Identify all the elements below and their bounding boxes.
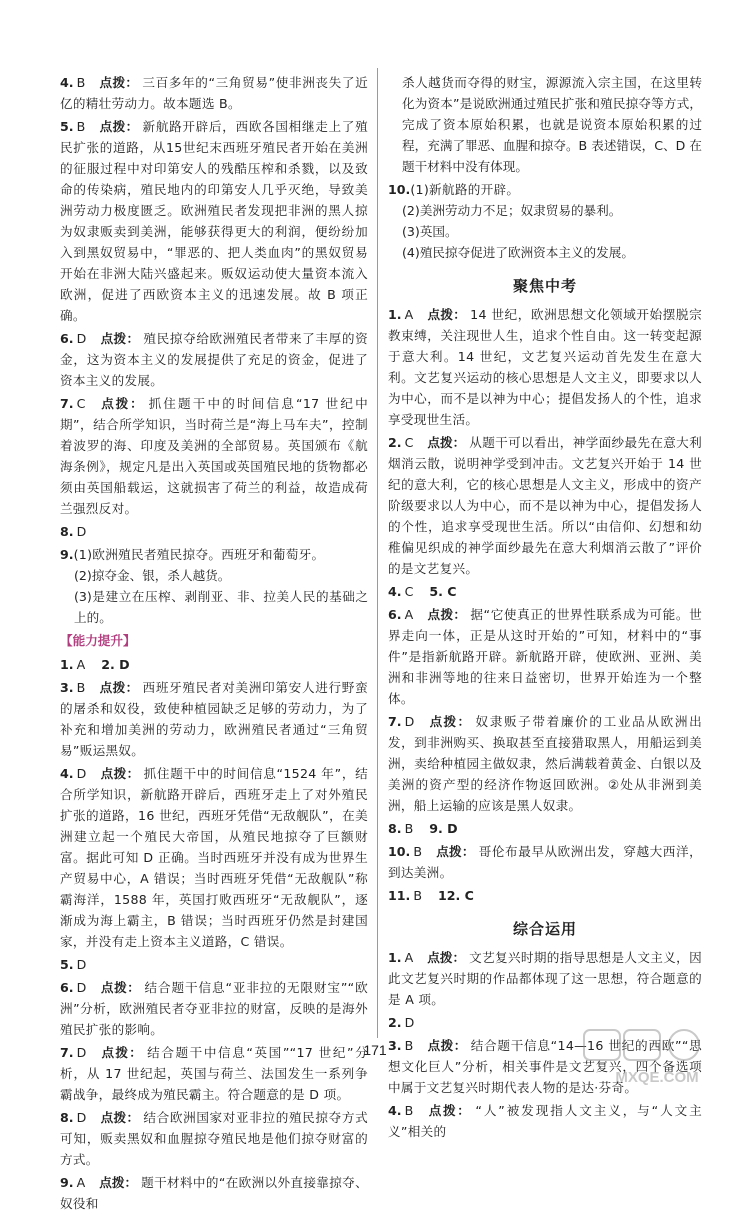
answer-entry — [388, 711, 702, 816]
answer-letter: B — [404, 1038, 414, 1053]
tip-label: 点拨： — [99, 75, 139, 90]
answer-entry — [60, 677, 368, 761]
tip-label: 点拨： — [99, 119, 139, 134]
answer-text: 14 世纪，欧洲思想文化领域开始摆脱宗教束缚，关注现世人生，追求个性自由。这一转变起源于意大利。14 世纪，文艺复兴运动首先发生在意大利。文艺复兴运动的核心思想是人文主义，即要求以人为中心，而不是以神为中心；提倡发扬人的个性，追求享受现世生活。 — [388, 307, 703, 427]
answer-entry — [60, 977, 368, 1040]
answer-text: 文艺复兴时期的指导思想是人文主义，因此文艺复兴时期的作品都体现了这一思想，符合题意的是 A 项。 — [388, 950, 703, 1007]
extra-answer: 2. D — [101, 657, 130, 672]
answer-entry — [60, 1107, 368, 1170]
answer-entry — [60, 1172, 368, 1214]
answer-entry — [60, 116, 368, 326]
question-number: 8. — [60, 524, 74, 539]
answer-letter: A — [76, 1175, 86, 1190]
extra-answer: 5. C — [429, 584, 457, 599]
question-number: 5. — [60, 119, 74, 134]
answer-entry — [388, 818, 702, 839]
section-heading: 综合运用 — [512, 920, 577, 938]
answer-text: 殖民掠夺给欧洲殖民者带来了丰厚的资金，这为资本主义的发展提供了充足的资金，促进了资本主义的发展。 — [60, 331, 368, 388]
answer-letter: B — [76, 119, 86, 134]
watermark-logo-icon — [582, 1026, 732, 1088]
answer-letter: A — [404, 607, 414, 622]
continued-text: 杀人越货而夺得的财宝，源源流入宗主国，在这里转化为资本”是说欧洲通过殖民扩张和殖民掠夺等方式，完成了资本原始积累，也就是说资本原始积累的过程，充满了罪恶、血腥和掠夺。B 表述错误，C、D 在题干材料中没有体现。 — [402, 75, 702, 174]
answer-letter: D — [76, 957, 87, 972]
answer-entry — [388, 581, 702, 602]
answer-letter: D — [76, 1045, 87, 1060]
question-number: 1. — [388, 950, 402, 965]
answer-letter: C — [404, 435, 414, 450]
question-number: 6. — [388, 607, 402, 622]
answer-letter: D — [76, 331, 87, 346]
answer-entry — [388, 304, 702, 430]
question-number: 5. — [60, 957, 74, 972]
answer-letter: D — [76, 980, 87, 995]
answer-entry — [388, 432, 702, 579]
answer-text: 结合题干信息“14—16 世纪的西欧”“思想文化巨人”分析，相关事件是文艺复兴，四个备选项中属于文艺复兴时期代表人物的是达·芬奇。 — [388, 1038, 702, 1095]
answer-letter: D — [404, 714, 415, 729]
question-number: 6. — [60, 980, 74, 995]
column-divider — [377, 68, 378, 1038]
answer-entry — [60, 654, 368, 675]
question-number: 10. — [388, 182, 411, 197]
tip-label: 点拨： — [100, 331, 140, 346]
question-number: 8. — [60, 1110, 74, 1125]
question-number: 11. — [388, 888, 411, 903]
answer-text: (1)新航路的开辟。 — [410, 182, 520, 197]
tip-label: 点拨： — [99, 680, 139, 695]
answer-letter: A — [76, 657, 86, 672]
sub-answer: (4)殖民掠夺促进了欧洲资本主义的发展。 — [402, 245, 634, 260]
answer-text: 抓住题干中的时间信息“1524 年”，结合所学知识，新航路开辟后，西班牙走上了对外殖民扩张的道路，16 世纪，西班牙凭借“无敌舰队”，在美洲建立起一个殖民大帝国，从殖民地掠夺了巨额财富。据此可知 D 正确。当时西班牙并没有成为世界生产贸易中心，A 错误；当时西班牙凭借“无敌舰队”称霸海洋，1588 年，英国打败西班牙“无敌舰队”，逐渐成为海上霸主，B 错误；当时西班牙仍然是封建国家，并没有走上资本主义道路，C 错误。 — [60, 766, 369, 949]
svg-text:MXQE.COM: MXQE.COM — [615, 1069, 699, 1086]
answer-entry — [388, 1100, 702, 1142]
answer-text: 抓住题干中的时间信息“17 世纪中期”，结合所学知识，当时荷兰是“海上马车夫”，控制着波罗的海、印度及美洲的全部贸易。英国颁布《航海条例》，规定凡是出入英国或英国殖民地的货物都必须由英国船载运，这就损害了荷兰的利益，故造成荷兰强烈反对。 — [60, 396, 369, 516]
answer-letter: B — [413, 888, 422, 903]
answer-text: 奴隶贩子带着廉价的工业品从欧洲出发，到非洲购买、换取甚至直接猎取黑人，用船运到美洲，卖给种植园主做奴隶，然后满载着黄金、白银以及美洲的资产型的经济作物返回欧洲。②处从非洲到美洲，船上运输的应该是黑人奴隶。 — [388, 714, 702, 813]
tip-label: 点拨： — [99, 396, 145, 411]
tip-label: 点拨： — [100, 980, 141, 995]
answer-letter: B — [413, 844, 422, 859]
tip-label: 点拨： — [427, 607, 467, 622]
question-number: 7. — [60, 1045, 74, 1060]
tip-label: 点拨： — [427, 1103, 472, 1118]
section-tag: 【能力提升】 — [60, 633, 136, 648]
tip-label: 点拨： — [428, 714, 472, 729]
answer-entry — [388, 604, 702, 709]
answer-letter: A — [404, 307, 414, 322]
answer-letter: D — [76, 524, 87, 539]
question-number: 8. — [388, 821, 402, 836]
sub-answer: (2)美洲劳动力不足；奴隶贸易的暴利。 — [402, 203, 622, 218]
answer-entry — [388, 947, 702, 1010]
extra-answer: 9. D — [429, 821, 458, 836]
answer-text: 结合题干中信息“英国”“17 世纪”分析，从 17 世纪起，英国与荷兰、法国发生一系列争霸战争，最终成为殖民霸主。符合题意的是 D 项。 — [60, 1045, 369, 1102]
tip-label: 点拨： — [100, 1110, 140, 1125]
answer-text: 据“它使真正的世界性联系成为可能。世界走向一体，正是从这时开始的”可知，材料中的“事件”是指新航路开辟。新航路开辟，使欧洲、亚洲、美洲和非洲等地的往来日益密切，世界开始连为一个整体。 — [388, 607, 702, 706]
sub-answer: (2)掠夺金、银，杀人越货。 — [74, 568, 231, 583]
answer-text: 从题干可以看出，神学面纱最先在意大利烟消云散，说明神学受到冲击。文艺复兴开始于 14 世纪的意大利，它的核心思想是人文主义，形成中的资产阶级要求以人为中心，而不是以神为中心，提倡发扬人的个性，追求享受现世生活。所以“由信仰、幻想和幼稚偏见织成的神学面纱最先在意大利烟消云散了”评价的是文艺复兴。 — [388, 435, 703, 576]
answer-entry — [388, 841, 702, 883]
sub-answer: (3)英国。 — [402, 224, 458, 239]
question-number: 10. — [388, 844, 411, 859]
answer-entry — [60, 393, 368, 519]
answer-text: 哥伦布最早从欧洲出发，穿越大西洋，到达美洲。 — [388, 844, 702, 880]
answer-letter: A — [404, 950, 414, 965]
tip-label: 点拨： — [427, 950, 466, 965]
answer-letter: B — [76, 75, 86, 90]
tip-label: 点拨： — [427, 307, 467, 322]
answer-entry — [60, 521, 368, 542]
answer-letter: D — [76, 766, 87, 781]
answer-letter: C — [404, 584, 414, 599]
question-number: 4. — [388, 1103, 402, 1118]
answer-text: 新航路开辟后，西欧各国相继走上了殖民扩张的道路，从15世纪末西班牙殖民者开始在美洲的征服过程中对印第安人的残酷压榨和杀戮，以及致命的传染病，殖民地内的印第安人几乎灭绝，导致美洲劳动力极度匮乏。欧洲殖民者发现把非洲的黑人掠为奴隶贩卖到美洲，能够获得更大的利润，便纷纷加入到黑奴贸易中，“罪恶的、把人类血肉”的黑奴贸易开始在非洲大陆兴盛起来。贩奴运动使大量资本流入欧洲，促进了西欧资本主义的迅速发展。故 B 项正确。 — [60, 119, 368, 323]
answer-text: 题干材料中的“在欧洲以外直接靠掠夺、奴役和 — [60, 1175, 368, 1211]
answer-text: 结合题干信息“亚非拉的无限财宝”“欧洲”分析，欧洲殖民者夺亚非拉的财富，反映的是海外殖民扩张的影响。 — [60, 980, 368, 1037]
section-heading: 聚焦中考 — [512, 277, 577, 295]
answer-letter: C — [76, 396, 86, 411]
question-number: 3. — [388, 1038, 402, 1053]
tip-label: 点拨： — [100, 766, 140, 781]
question-number: 4. — [388, 584, 402, 599]
answer-letter: B — [404, 1103, 414, 1118]
tip-label: 点拨： — [99, 1175, 138, 1190]
question-number: 4. — [60, 766, 74, 781]
tip-label: 点拨： — [435, 844, 475, 859]
tip-label: 点拨： — [100, 1045, 144, 1060]
answer-letter: D — [404, 1015, 415, 1030]
answer-entry — [60, 763, 368, 952]
question-number: 1. — [60, 657, 74, 672]
answer-letter: B — [404, 821, 414, 836]
extra-answer: 12. C — [437, 888, 474, 903]
right-column — [388, 72, 702, 1144]
answer-entry — [60, 544, 368, 628]
question-number: 7. — [60, 396, 74, 411]
answer-entry — [60, 954, 368, 975]
answer-entry — [388, 885, 702, 906]
answer-text: 西班牙殖民者对美洲印第安人进行野蛮的屠杀和奴役，致使种植园缺乏足够的劳动力，为了补充和增加美洲的劳动力，欧洲殖民者通过“三角贸易”贩运黑奴。 — [60, 680, 368, 758]
question-number: 6. — [60, 331, 74, 346]
question-number: 4. — [60, 75, 74, 90]
answer-letter: B — [76, 680, 86, 695]
answer-text: (1)欧洲殖民者殖民掠夺。西班牙和葡萄牙。 — [73, 547, 325, 562]
tip-label: 点拨： — [427, 1038, 467, 1053]
question-number: 2. — [388, 1015, 402, 1030]
answer-text: 三百多年的“三角贸易”使非洲丧失了近亿的精壮劳动力。故本题选 B。 — [60, 75, 369, 111]
question-number: 9. — [60, 547, 74, 562]
question-number: 7. — [388, 714, 402, 729]
answer-letter: D — [76, 1110, 87, 1125]
answer-entry — [60, 72, 368, 114]
question-number: 9. — [60, 1175, 74, 1190]
page-number: 171 — [363, 1042, 387, 1058]
question-number: 1. — [388, 307, 402, 322]
answer-text: 结合欧洲国家对亚非拉的殖民掠夺方式可知，贩卖黑奴和血腥掠夺殖民地是他们掠夺财富的方式。 — [60, 1110, 368, 1167]
answer-entry — [60, 328, 368, 391]
question-number: 3. — [60, 680, 74, 695]
sub-answer: (3)是建立在压榨、剥削亚、非、拉美人民的基础之上的。 — [74, 589, 368, 625]
watermark-logo — [582, 1026, 732, 1088]
question-number: 2. — [388, 435, 402, 450]
answer-text: “人”被发现指人文主义，与“人文主义”相关的 — [388, 1103, 702, 1139]
answer-entry — [388, 179, 702, 263]
tip-label: 点拨： — [427, 435, 466, 450]
